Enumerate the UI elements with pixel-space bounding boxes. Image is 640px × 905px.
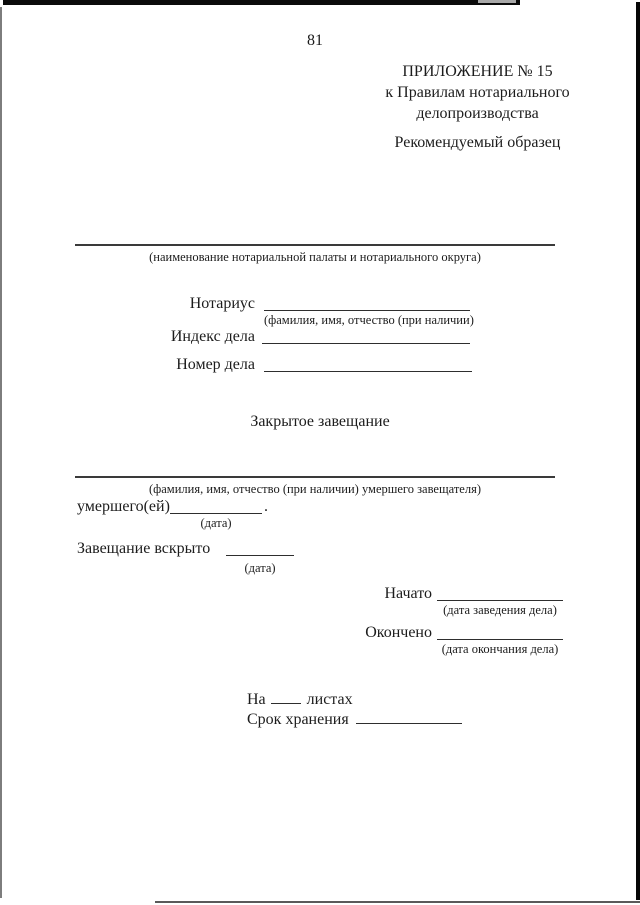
notary-caption: (фамилия, имя, отчество (при наличии) (264, 313, 474, 327)
will-opened-date-caption: (дата) (244, 561, 276, 575)
document-title: Закрытое завещание (250, 413, 390, 430)
finished-date-caption: (дата окончания дела) (441, 642, 559, 656)
sheets-count-fill-line (271, 689, 301, 704)
will-opened-date-fill-line (226, 539, 294, 556)
testator-name-fill-line (75, 476, 555, 478)
scan-border-top (3, 0, 520, 5)
sheets-prefix: На (247, 691, 266, 708)
deceased-date-caption: (дата) (200, 516, 232, 530)
case-index-label: Индекс дела (170, 328, 255, 345)
case-number-fill-line (264, 355, 472, 372)
appendix-header (335, 61, 620, 124)
notary-label: Нотариус (189, 295, 255, 312)
case-index-fill-line (262, 327, 470, 344)
will-opened-label: Завещание вскрыто (77, 540, 211, 557)
testator-name-caption: (фамилия, имя, отчество (при наличии) умершего завещателя) (148, 482, 481, 496)
case-number-label: Номер дела (176, 356, 255, 373)
appendix-header-line3: делопроизводства (416, 105, 539, 122)
scan-border-right (636, 2, 640, 900)
scan-border-left (0, 7, 2, 898)
started-date-caption: (дата заведения дела) (443, 603, 557, 617)
finished-label: Окончено (365, 624, 432, 641)
deceased-period: . (264, 498, 268, 515)
retention-row (247, 709, 462, 729)
retention-label: Срок хранения (247, 711, 349, 728)
scan-border-top-gray (478, 0, 516, 3)
appendix-header-line2: к Правилам нотариального (385, 84, 570, 101)
sheets-suffix: листах (306, 691, 353, 708)
started-label: Начато (384, 585, 432, 602)
sheets-row (247, 689, 353, 709)
deceased-date-fill-line (170, 497, 262, 514)
finished-date-fill-line (437, 623, 563, 640)
deceased-label: умершего(ей) (77, 498, 170, 515)
recommended-sample-note: Рекомендуемый образец (394, 134, 561, 151)
notary-fill-line (264, 294, 470, 311)
retention-fill-line (356, 709, 462, 724)
org-name-caption: (наименование нотариальной палаты и нотариального округа) (149, 250, 481, 264)
appendix-header-line1: ПРИЛОЖЕНИЕ № 15 (402, 63, 553, 80)
started-date-fill-line (437, 584, 563, 601)
scan-border-bottom (155, 901, 640, 903)
page-number: 81 (307, 32, 323, 49)
org-name-fill-line (75, 244, 555, 246)
